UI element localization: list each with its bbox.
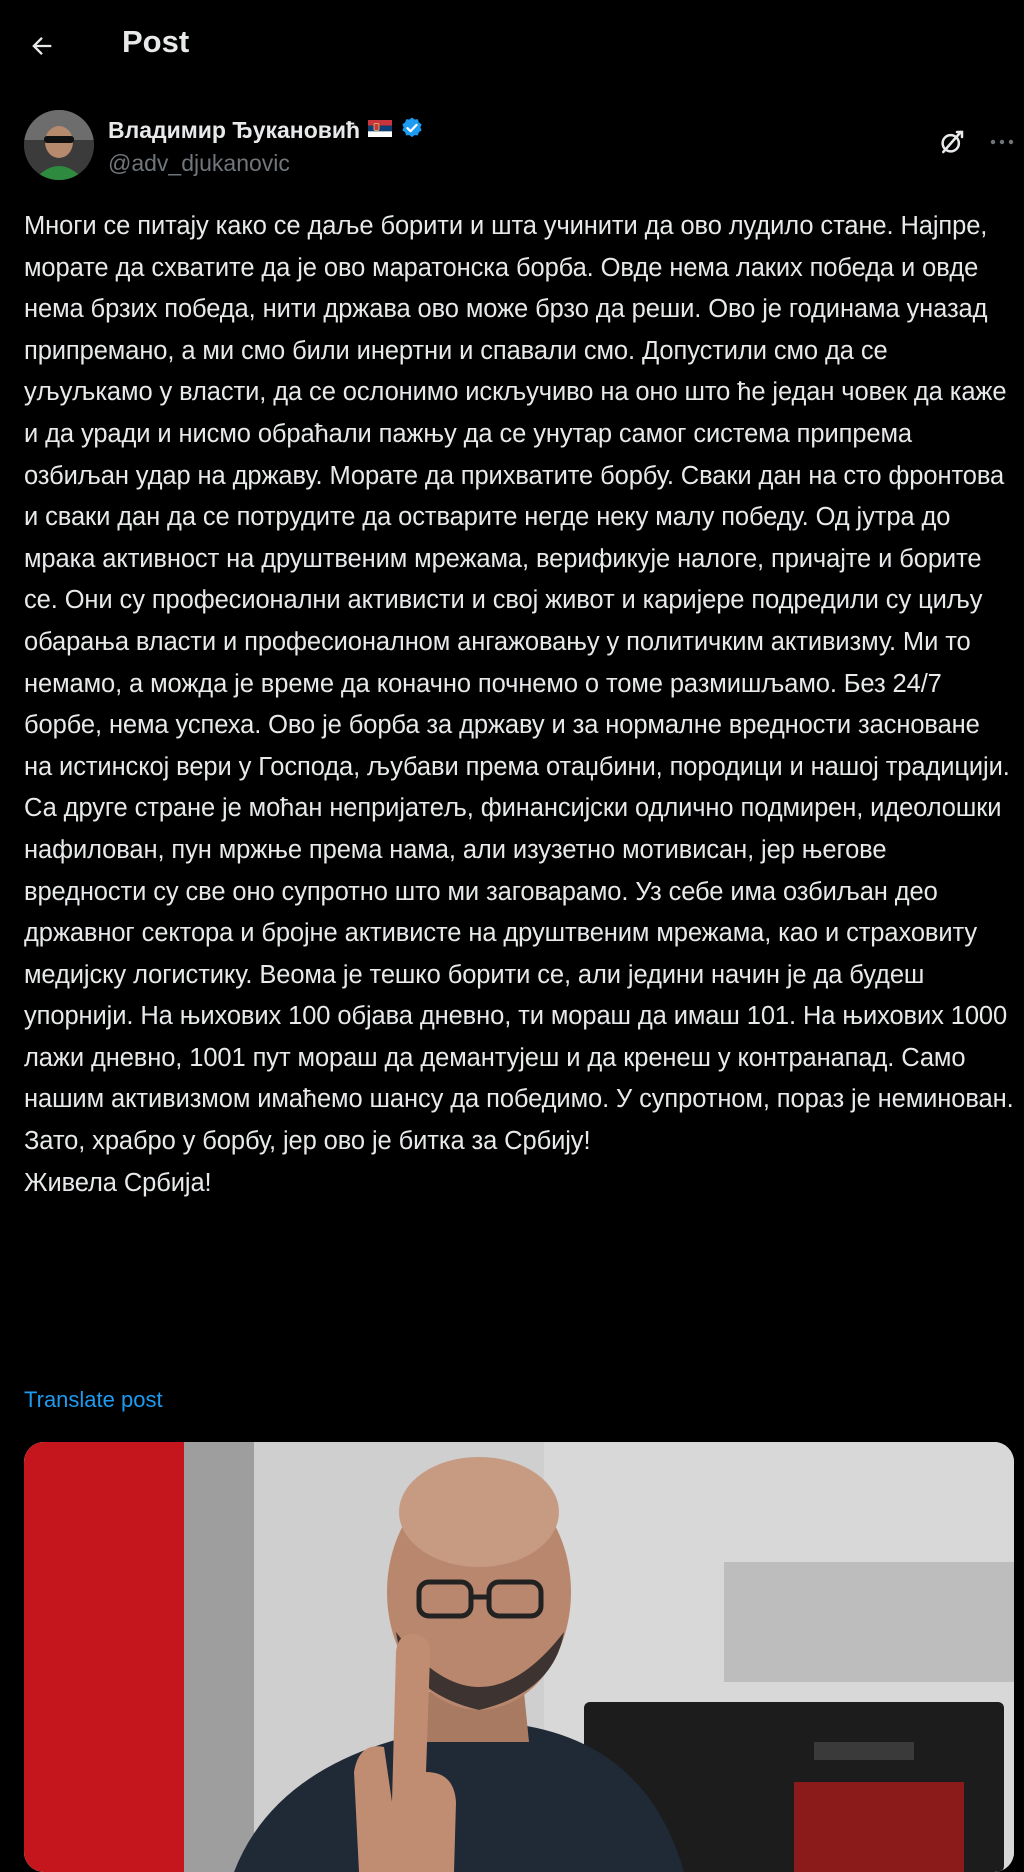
author-handle[interactable]: @adv_djukanovic xyxy=(108,150,290,176)
translate-post-link[interactable]: Translate post xyxy=(24,1387,163,1412)
author-display-name[interactable]: Владимир Ђукановић xyxy=(108,117,361,143)
post-header xyxy=(24,110,1014,182)
more-options-icon[interactable] xyxy=(982,120,1022,164)
author-name-row xyxy=(108,116,424,145)
post-text: Многи се питају како се даље борити и шта учинити да ово лудило стане. Најпре, морате да схватите да је ово маратонска борба. Овде нема лаких победа и овде нема брзих победа, нити држава ово може брзо да реши. Ово је годинама уназад припремано, а ми смо били инертни и спавали смо. Допустили смо да се уљуљкамо у власти, да се ослонимо искључиво на оно што ће један човек да каже и да уради и нисмо обраћали пажњу да се унутар самог система припрема озбиљан удар на државу. Морате да прихватите борбу. Сваки дан на сто фронтова и сваки дан да се потрудите да остварите негде неку малу победу. Од јутра до мрака активност на друштвеним мрежама, верификује налоге, причајте и борите се. Они су професионални активисти и свој живот и каријере подредили су циљу обарања власти и професионалном ангажовању у политичким активизму. Ми то немамо, а можда је време да коначно почнемо о томе размишљамо. Без 24/7 борбе, нема успеха. Ово је борба за државу и за нормалне вредности засноване на истинској вери у Господа, љубави према отаџбини, породици и нашој традицији. Са друге стране је моћан непријатељ, финансијски одлично подмирен, идеолошки нафилован, пун мржње према нама, али изузетно мотивисан, јер његове вредности су све оно супротно што ми заговарамо. Уз себе има озбиљан део државног сектора и бројне активисте на друштвеним мрежама, као и страховиту медијску логистику. Веома је тешко борити се, али једини начин је да будеш упорнији. На њихових 100 објава дневно, ти мораш да имаш 101. На њихових 1000 лажи дневно, 1001 пут мораш да демантујеш и да кренеш у контранапад. Само нашим активизмом имаћемо шансу да победимо. У супротном, пораз је неминован. Зато, храбро у борбу, јер ово је битка за Србију! Живела Србија! xyxy=(24,212,1014,1197)
post-image[interactable] xyxy=(24,1442,1014,1872)
serbia-flag-icon xyxy=(368,120,392,142)
back-arrow-icon[interactable] xyxy=(22,26,62,66)
page-title: Post xyxy=(122,24,190,59)
verified-badge-icon xyxy=(400,116,424,145)
grok-icon[interactable] xyxy=(930,120,974,164)
avatar[interactable] xyxy=(24,110,94,180)
top-bar xyxy=(0,0,1024,90)
